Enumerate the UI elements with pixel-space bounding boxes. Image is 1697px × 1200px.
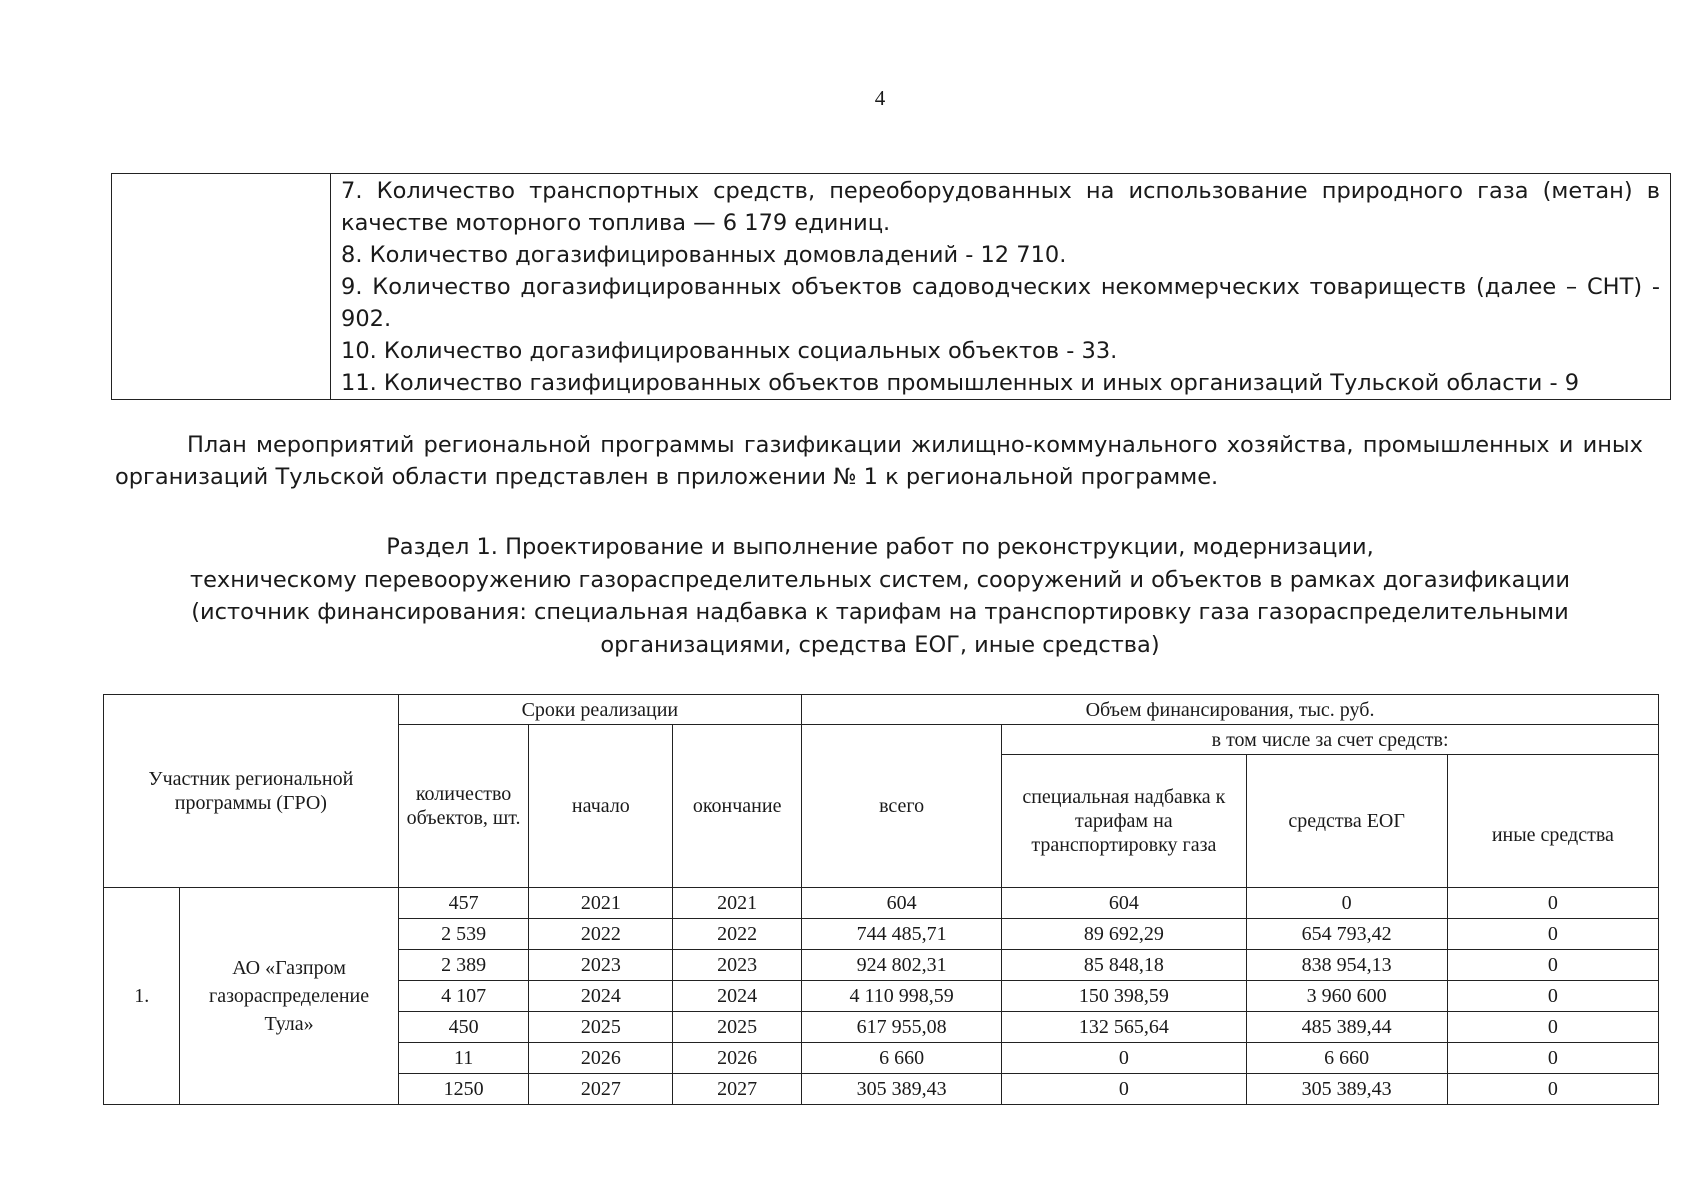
- continuation-line: 8. Количество догазифицированных домовладений - 12 710.: [341, 242, 1067, 268]
- financing-table: [103, 694, 1659, 1105]
- entry-number: 1.: [104, 888, 180, 1105]
- continuation-empty-cell: [112, 174, 331, 400]
- cell-other: 0: [1447, 1043, 1658, 1074]
- cell-start: 2025: [529, 1012, 673, 1043]
- cell-special: 150 398,59: [1002, 981, 1246, 1012]
- continuation-line: качестве моторного топлива — 6 179 единиц.: [341, 210, 891, 236]
- cell-special: 89 692,29: [1002, 919, 1246, 950]
- header-eog: средства ЕОГ: [1246, 755, 1447, 888]
- continuation-line: 902.: [341, 306, 392, 332]
- header-total: всего: [802, 725, 1002, 888]
- cell-start: 2021: [529, 888, 673, 919]
- cell-end: 2021: [673, 888, 802, 919]
- continuation-items-cell: [331, 174, 1671, 400]
- cell-start: 2026: [529, 1043, 673, 1074]
- cell-other: 0: [1447, 888, 1658, 919]
- plan-paragraph: План мероприятий региональной программы газификации жилищно-коммунального хозяйства, промышленных и иных организаций Тульской области представлен в приложении № 1 к региональной программе.: [115, 432, 1643, 490]
- section-title-line: техническому перевооружению газораспределительных систем, сооружений и объектов в рамках догазификации: [189, 566, 1571, 593]
- cell-special: 132 565,64: [1002, 1012, 1246, 1043]
- cell-eog: 0: [1246, 888, 1447, 919]
- cell-eog: 305 389,43: [1246, 1074, 1447, 1105]
- cell-count: 4 107: [398, 981, 529, 1012]
- header-funding-group: Объем финансирования, тыс. руб.: [802, 695, 1659, 725]
- cell-eog: 485 389,44: [1246, 1012, 1447, 1043]
- page-number: 4: [874, 86, 886, 110]
- table-row: [104, 888, 1659, 919]
- header-including: в том числе за счет средств:: [1002, 725, 1659, 755]
- header-terms-group: Сроки реализации: [398, 695, 801, 725]
- cell-end: 2024: [673, 981, 802, 1012]
- cell-end: 2025: [673, 1012, 802, 1043]
- cell-total: 4 110 998,59: [802, 981, 1002, 1012]
- cell-end: 2026: [673, 1043, 802, 1074]
- cell-total: 305 389,43: [802, 1074, 1002, 1105]
- section-title-line: Раздел 1. Проектирование и выполнение работ по реконструкции, модернизации,: [386, 534, 1374, 560]
- cell-other: 0: [1447, 1012, 1658, 1043]
- section-title: [180, 531, 1580, 661]
- cell-other: 0: [1447, 919, 1658, 950]
- header-other: иные средства: [1447, 755, 1658, 888]
- cell-end: 2027: [673, 1074, 802, 1105]
- section-title-line: (источник финансирования: специальная надбавка к тарифам на транспортировку газа газораспределительными: [191, 599, 1569, 625]
- header-special: специальная надбавка к тарифам на транспортировку газа: [1002, 755, 1246, 888]
- cell-count: 1250: [398, 1074, 529, 1105]
- cell-count: 2 539: [398, 919, 529, 950]
- cell-other: 0: [1447, 981, 1658, 1012]
- cell-total: 744 485,71: [802, 919, 1002, 950]
- cell-total: 604: [802, 888, 1002, 919]
- continuation-line: 11. Количество газифицированных объектов промышленных и иных организаций Тульской области - 9: [341, 370, 1580, 396]
- section-title-line: организациями, средства ЕОГ, иные средства): [600, 631, 1160, 658]
- cell-start: 2027: [529, 1074, 673, 1105]
- cell-other: 0: [1447, 1074, 1658, 1105]
- cell-special: 0: [1002, 1043, 1246, 1074]
- cell-special: 85 848,18: [1002, 950, 1246, 981]
- continuation-line: 7. Количество транспортных средств, переоборудованных на использование природного газа (метан) в: [341, 178, 1660, 204]
- continuation-line: 9. Количество догазифицированных объектов садоводческих некоммерческих товариществ (далее – СНТ) -: [341, 274, 1660, 300]
- header-participant: Участник региональной программы (ГРО): [104, 695, 399, 888]
- cell-end: 2023: [673, 950, 802, 981]
- cell-start: 2022: [529, 919, 673, 950]
- header-end: окончание: [673, 725, 802, 888]
- cell-total: 617 955,08: [802, 1012, 1002, 1043]
- cell-special: 0: [1002, 1074, 1246, 1105]
- cell-count: 11: [398, 1043, 529, 1074]
- cell-special: 604: [1002, 888, 1246, 919]
- continuation-table: [111, 173, 1671, 400]
- header-count: количество объектов, шт.: [398, 725, 529, 888]
- cell-total: 6 660: [802, 1043, 1002, 1074]
- cell-other: 0: [1447, 950, 1658, 981]
- cell-total: 924 802,31: [802, 950, 1002, 981]
- cell-count: 450: [398, 1012, 529, 1043]
- cell-count: 457: [398, 888, 529, 919]
- cell-eog: 838 954,13: [1246, 950, 1447, 981]
- cell-end: 2022: [673, 919, 802, 950]
- cell-start: 2023: [529, 950, 673, 981]
- cell-eog: 654 793,42: [1246, 919, 1447, 950]
- continuation-line: 10. Количество догазифицированных социальных объектов - 33.: [341, 338, 1118, 364]
- entry-name: АО «Газпром газораспределение Тула»: [180, 888, 398, 1105]
- cell-count: 2 389: [398, 950, 529, 981]
- cell-start: 2024: [529, 981, 673, 1012]
- cell-eog: 6 660: [1246, 1043, 1447, 1074]
- header-start: начало: [529, 725, 673, 888]
- cell-eog: 3 960 600: [1246, 981, 1447, 1012]
